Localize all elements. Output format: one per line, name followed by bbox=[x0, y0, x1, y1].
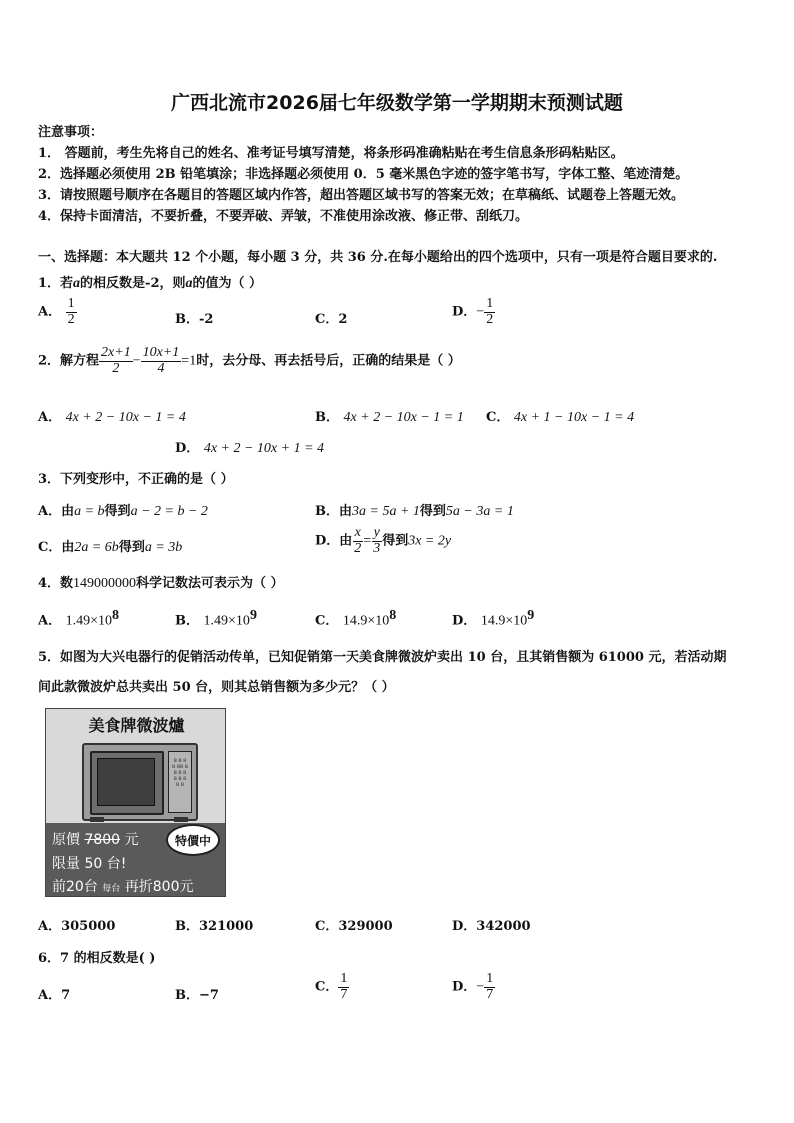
microwave-control-panel bbox=[168, 751, 192, 813]
fraction: $\frac{y}{3}$ bbox=[373, 525, 381, 556]
q5-option-c: C．329000 bbox=[315, 919, 393, 934]
notice-heading: 注意事项： bbox=[38, 125, 104, 140]
q4-option-b: B． $1.49\times 10^9$ bbox=[175, 608, 257, 629]
microwave-window bbox=[97, 758, 155, 806]
q3-option-b: B．由3a = 5a + 1得到5a − 3a = 1 bbox=[315, 504, 514, 519]
q3-option-d: D．由 $\frac{x}{2}$ = $\frac{y}{3}$ 得到3x = 2y bbox=[315, 525, 452, 556]
question-5-line-2: 间此款微波炉总共卖出 50 台，则其总销售额为多少元？（ ） bbox=[38, 680, 395, 695]
notice-item-2: 2．选择题必须使用 2B 铅笔填涂；非选择题必须使用 0．5 毫米黑色字迹的签字笔书写，字体工整、笔迹清楚。 bbox=[38, 167, 689, 182]
q3-option-c: C．由2a = 6b得到a = 3b bbox=[38, 540, 183, 555]
q1-option-a: A． $\frac{1}{2}$ bbox=[38, 296, 75, 327]
q6-option-d: D．− $\frac{1}{7}$ bbox=[452, 971, 494, 1002]
q4-option-a: A． $1.49\times 10^8$ bbox=[38, 608, 120, 629]
q4-option-c: C． $14.9\times 10^8$ bbox=[315, 608, 397, 629]
page-title: 广西北流市2026届七年级数学第一学期期末预测试题 bbox=[171, 92, 623, 114]
microwave-ad-image bbox=[45, 708, 226, 897]
fraction: $\frac{1}{7}$ bbox=[486, 971, 494, 1002]
question-3-stem: 3．下列变形中，不正确的是（ ） bbox=[38, 472, 234, 487]
q5-option-a: A．305000 bbox=[38, 919, 116, 934]
fraction: $\frac{1}{2}$ bbox=[67, 296, 75, 327]
q2-option-b: B． 4x + 2 − 10x − 1 = 1 bbox=[315, 410, 464, 425]
question-4-stem: 4．数149000000科学记数法可表示为（ ） bbox=[38, 576, 284, 591]
q1-option-d: D．− $\frac{1}{2}$ bbox=[452, 296, 494, 327]
microwave-foot bbox=[90, 817, 104, 822]
q2-option-d: D． 4x + 2 − 10x + 1 = 4 bbox=[175, 441, 325, 456]
microwave-keypad: 8 8 8 8 88 8 8 8 8 8 8 8 8 8 bbox=[172, 758, 188, 788]
ad-limit: 限量 50 台! bbox=[52, 856, 127, 872]
fraction: $\frac{1}{7}$ bbox=[340, 971, 348, 1002]
ad-title: 美食牌微波爐 bbox=[88, 716, 185, 735]
notice-item-3: 3．请按照题号顺序在各题目的答题区域内作答，超出答题区域书写的答案无效；在草稿纸、试题卷上答题无效。 bbox=[38, 188, 685, 203]
q2-option-c: C． 4x + 1 − 10x − 1 = 4 bbox=[486, 410, 635, 425]
question-5-line-1: 5．如图为大兴电器行的促销活动传单，已知促销第一天美食牌微波炉卖出 10 台，且其销售额为 61000 元，若活动期 bbox=[38, 650, 727, 665]
fraction: $\frac{10x+1}{4}$ bbox=[142, 345, 180, 376]
fraction: $\frac{2x+1}{2}$ bbox=[101, 345, 131, 376]
ad-discount: 前20台 每台 再折800元 bbox=[52, 879, 194, 895]
q6-option-c: C． $\frac{1}{7}$ bbox=[315, 971, 348, 1002]
section-heading: 一、选择题：本大题共 12 个小题，每小题 3 分，共 36 分.在每小题给出的四个选项中，只有一项是符合题目要求的. bbox=[38, 250, 718, 265]
ad-original-price: 原價 7800 元 bbox=[52, 832, 139, 848]
fraction: $\frac{x}{2}$ bbox=[354, 525, 362, 556]
question-2-stem: 2．解方程 $\frac{2x+1}{2}$ − $\frac{10x+1}{4}$ =1时，去分母、再去括号后，正确的结果是（ ） bbox=[38, 345, 461, 376]
q1-option-b: B．-2 bbox=[175, 312, 214, 327]
microwave-foot bbox=[174, 817, 188, 822]
notice-item-1: 1． 答题前，考生先将自己的姓名、准考证号填写清楚，将条形码准确粘贴在考生信息条形码粘贴区。 bbox=[38, 146, 624, 161]
q3-option-a: A．由a = b得到a − 2 = b − 2 bbox=[38, 504, 208, 519]
notice-item-4: 4．保持卡面清洁，不要折叠，不要弄破、弄皱，不准使用涂改液、修正带、刮纸刀。 bbox=[38, 209, 529, 224]
q2-option-a: A． 4x + 2 − 10x − 1 = 4 bbox=[38, 410, 186, 425]
q1-option-c: C．2 bbox=[315, 312, 348, 327]
microwave-door bbox=[90, 751, 164, 815]
fraction: $\frac{1}{2}$ bbox=[486, 296, 494, 327]
q6-option-a: A．7 bbox=[38, 988, 71, 1003]
q5-option-b: B．321000 bbox=[175, 919, 254, 934]
question-1-stem: 1．若a的相反数是-2，则a的值为（ ） bbox=[38, 276, 263, 291]
q4-option-d: D． $14.9\times 10^9$ bbox=[452, 608, 535, 629]
question-6-stem: 6．7 的相反数是( ) bbox=[38, 951, 156, 966]
q5-option-d: D．342000 bbox=[452, 919, 531, 934]
sale-badge: 特價中 bbox=[166, 824, 220, 856]
q6-option-b: B．−7 bbox=[175, 988, 219, 1003]
microwave-icon bbox=[82, 743, 198, 821]
